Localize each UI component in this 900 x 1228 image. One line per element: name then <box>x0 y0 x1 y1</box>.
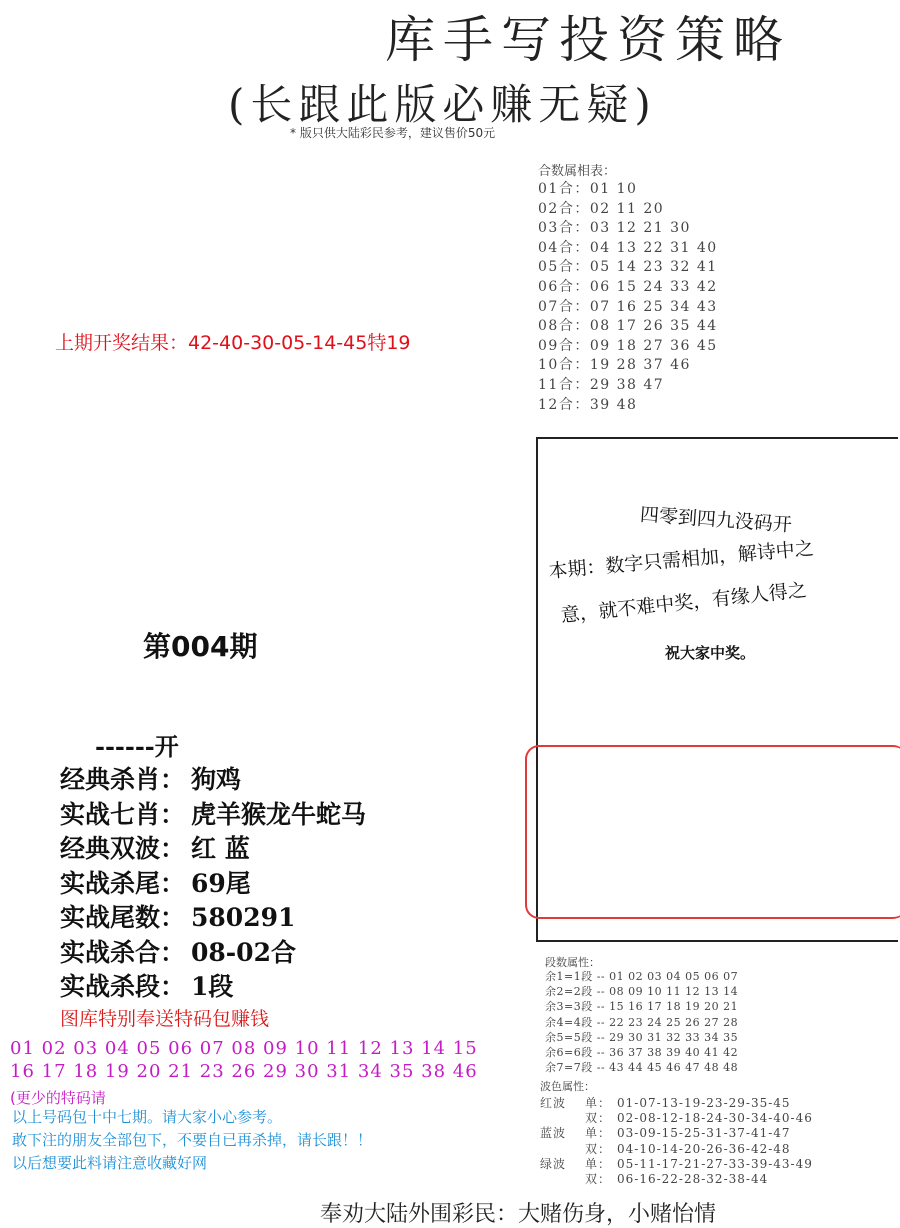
notes-list <box>12 1106 372 1175</box>
pick-value: 狗鸡 <box>191 765 242 794</box>
pick-label: 实战杀合： <box>60 937 186 967</box>
wave-numbers: 01-07-13-19-23-29-35-45 <box>617 1096 791 1110</box>
he-row: 10合：19 28 37 46 <box>538 357 691 374</box>
segment-row: 余6=6段 -- 36 37 38 39 40 41 42 <box>545 1045 739 1059</box>
page-title: 库手写投资策略 <box>385 11 791 69</box>
price-note: * 版只供大陆彩民参考，建议售价50元 <box>290 126 496 140</box>
pick-value: 虎羊猴龙牛蛇马 <box>191 799 367 829</box>
pick-value: 08-02合 <box>191 937 296 967</box>
he-row: 08合：08 17 26 35 44 <box>538 318 718 335</box>
note-line: 以上号码包十中七期。请大家小心参考。 <box>12 1108 283 1126</box>
note-line: 敢下注的朋友全部包下，不要自已再杀掉，请长跟！！ <box>12 1131 373 1149</box>
segment-row: 余2=2段 -- 08 09 10 11 12 13 14 <box>545 985 739 999</box>
pick-item <box>60 933 366 968</box>
segment-row: 余7=7段 -- 43 44 45 46 47 48 48 <box>545 1061 739 1075</box>
segment-row: 余5=5段 -- 29 30 31 32 33 34 35 <box>545 1030 739 1044</box>
last-draw-result: 上期开奖结果：42-40-30-05-14-45特19 <box>55 332 411 354</box>
wave-numbers: 03-09-15-25-31-37-41-47 <box>617 1126 791 1141</box>
he-row: 01合：01 10 <box>538 181 638 197</box>
wave-type: 双： <box>585 1171 612 1186</box>
wave-type: 单： <box>585 1126 612 1141</box>
wave-numbers: 06-16-22-28-32-38-44 <box>617 1171 769 1186</box>
wave-type: 双： <box>585 1141 612 1156</box>
he-row: 12合：39 48 <box>538 396 638 413</box>
he-row: 06合：06 15 24 33 42 <box>538 278 718 295</box>
pick-label: 实战尾数： <box>60 903 186 932</box>
he-row: 07合：07 16 25 34 43 <box>538 298 718 315</box>
pick-label: 实战杀段： <box>60 972 186 1001</box>
riddle-line-3: 意，就不难中奖，有缘人得之 <box>559 579 808 627</box>
pick-value: 69尾 <box>191 868 251 898</box>
he-row: 11合：29 38 47 <box>538 376 665 393</box>
he-row: 04合：04 13 22 31 40 <box>538 239 718 256</box>
he-row: 02合：02 11 20 <box>538 200 665 217</box>
wave-row <box>540 1094 813 1109</box>
wish-text: 祝大家中奖。 <box>665 644 756 662</box>
wave-row <box>540 1109 813 1124</box>
wave-color: 绿波 <box>540 1156 567 1171</box>
gift-heading: 图库特别奉送特码包赚钱 <box>60 1008 270 1030</box>
segment-row: 余4=4段 -- 22 23 24 25 26 27 28 <box>545 1015 739 1029</box>
kai-label: ------开 <box>95 732 179 761</box>
waves-table <box>540 1094 813 1185</box>
segments-title: 段数属性： <box>545 956 600 969</box>
pick-label: 实战杀尾： <box>60 868 186 898</box>
pick-item <box>60 967 366 1002</box>
wave-row <box>540 1155 813 1170</box>
wave-row <box>540 1140 813 1155</box>
pick-label: 经典杀肖： <box>60 765 186 794</box>
special-numbers-line-2: 16 17 18 19 20 21 23 26 29 30 31 34 35 38 46 <box>10 1061 478 1082</box>
he-row: 09合：09 18 27 36 45 <box>538 337 718 354</box>
footer-advice: 奉劝大陆外围彩民：大赌伤身，小赌怡情 <box>320 1202 717 1227</box>
he-row: 05合：05 14 23 32 41 <box>538 259 718 276</box>
pick-value: 红 蓝 <box>191 834 250 863</box>
special-numbers-line-1: 01 02 03 04 05 06 07 08 09 10 11 12 13 14 15 <box>10 1038 478 1059</box>
pick-label: 实战七肖： <box>60 799 186 829</box>
segment-row: 余1=1段 -- 01 02 03 04 05 06 07 <box>545 970 739 983</box>
wave-numbers: 05-11-17-21-27-33-39-43-49 <box>617 1156 813 1171</box>
picks-list <box>60 760 366 1002</box>
pick-label: 经典双波： <box>60 834 186 863</box>
pick-item <box>60 795 366 830</box>
segment-row: 余3=3段 -- 15 16 17 18 19 20 21 <box>545 1000 739 1014</box>
he-row: 03合：03 12 21 30 <box>538 220 691 237</box>
wave-row <box>540 1170 813 1185</box>
wave-numbers: 04-10-14-20-26-36-42-48 <box>617 1141 791 1156</box>
fewer-numbers-note: (更少的特码请 <box>10 1089 106 1107</box>
wave-numbers: 02-08-12-18-24-30-34-40-46 <box>617 1111 813 1126</box>
segments-table <box>545 968 738 1074</box>
red-frame <box>525 745 900 919</box>
wave-row <box>540 1124 813 1139</box>
issue-number: 第004期 <box>143 630 258 663</box>
page-subtitle: (长跟此版必赚无疑) <box>228 80 657 129</box>
wave-type: 双： <box>585 1111 612 1126</box>
pick-item <box>60 898 366 933</box>
pick-value: 580291 <box>191 903 296 932</box>
pick-item <box>60 760 366 795</box>
he-table-title: 合数属相表： <box>538 164 617 179</box>
waves-title: 波色属性： <box>540 1080 595 1093</box>
wave-color: 蓝波 <box>540 1126 567 1141</box>
wave-color: 红波 <box>540 1096 567 1110</box>
pick-item <box>60 864 366 899</box>
riddle-line-1: 四零到四九没码开 <box>639 503 793 537</box>
wave-type: 单： <box>585 1156 612 1171</box>
note-line: 以后想要此料请注意收藏好网 <box>12 1154 208 1172</box>
wave-type: 单： <box>585 1096 612 1110</box>
riddle-line-2: 本期：数字只需相加，解诗中之 <box>547 537 815 583</box>
he-table <box>538 180 718 415</box>
pick-value: 1段 <box>191 972 234 1001</box>
pick-item <box>60 829 366 864</box>
